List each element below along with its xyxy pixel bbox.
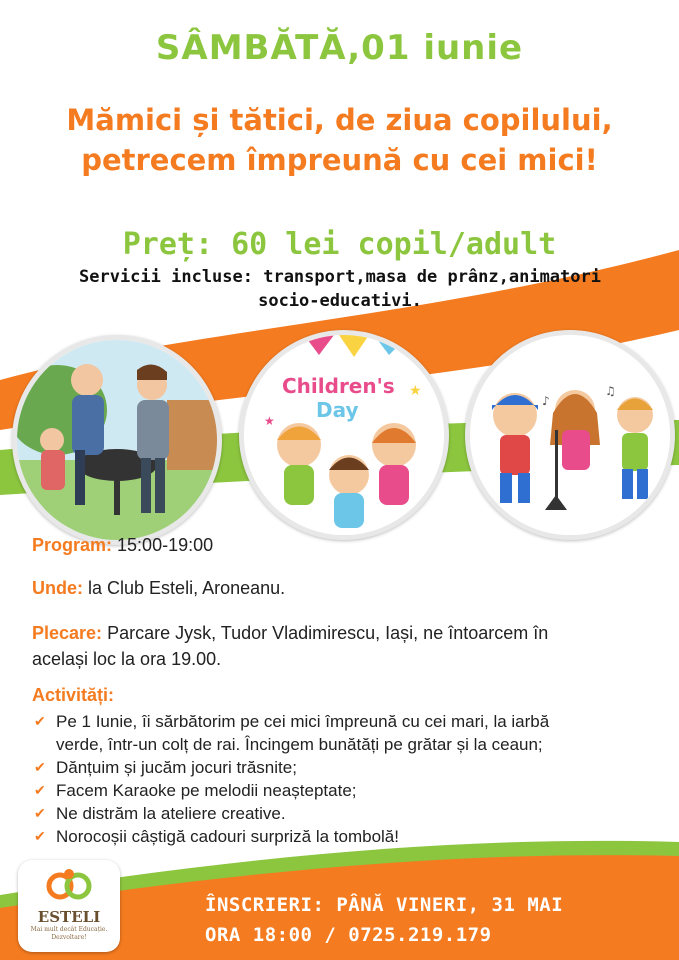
where-row xyxy=(32,578,285,599)
logo-mark-icon xyxy=(18,860,120,910)
headline xyxy=(0,100,679,180)
activities-title: Activități: xyxy=(32,685,115,705)
childrens-text: Children's xyxy=(282,374,395,398)
list-item: ✔ Norocoșii câștigă cadouri surpriză la tombolă! xyxy=(34,827,399,846)
included-services xyxy=(20,265,660,313)
childrens-day-image xyxy=(239,330,449,540)
registration-contact: ORA 18:00 / 0725.219.179 xyxy=(205,924,492,946)
svg-text:★: ★ xyxy=(409,383,422,399)
registration-info xyxy=(205,890,563,950)
bbq-family-image xyxy=(12,335,222,545)
day-text: Day xyxy=(316,398,359,422)
svg-text:★: ★ xyxy=(264,414,275,428)
where-label: Unde: xyxy=(32,578,83,598)
list-item: ✔ Ne distrăm la ateliere creative. xyxy=(34,804,286,823)
departure-label: Plecare: xyxy=(32,623,103,643)
logo-name: ESTELI xyxy=(37,908,101,926)
event-date: SÂMBĂTĂ,01 iunie xyxy=(155,28,524,68)
headline-line-1: Mămici și tătici, de ziua copilului, xyxy=(66,103,613,137)
program-row xyxy=(32,535,213,556)
program-value: 15:00-19:00 xyxy=(117,535,214,555)
karaoke-kids-image xyxy=(465,330,675,540)
checkmark-icon: ✔ xyxy=(34,828,46,844)
checkmark-icon: ✔ xyxy=(34,782,46,798)
checkmark-icon: ✔ xyxy=(34,805,46,821)
headline-line-2: petrecem împreună cu cei mici! xyxy=(81,143,598,177)
departure-line-1: Parcare Jysk, Tudor Vladimirescu, Iași, ne întoarcem în xyxy=(107,623,549,643)
services-line-2: socio-educativi. xyxy=(258,291,422,311)
list-item: ✔ Pe 1 Iunie, îi sărbătorim pe cei mici împreună cu cei mari, la iarbă verde, într-un colț de rai. Încingem bunătăți pe grătar și la ceaun; xyxy=(34,712,550,754)
departure-line-2: același loc la ora 19.00. xyxy=(32,649,222,669)
esteli-logo xyxy=(18,860,120,952)
checkmark-icon: ✔ xyxy=(34,713,46,729)
services-line-1: Servicii incluse: transport,masa de prânz,animatori xyxy=(79,267,601,287)
checkmark-icon: ✔ xyxy=(34,759,46,775)
where-value: la Club Esteli, Aroneanu. xyxy=(88,578,286,598)
program-label: Program: xyxy=(32,535,113,555)
price: Preț: 60 lei copil/adult xyxy=(122,227,557,262)
list-item: ✔ Facem Karaoke pe melodii neașteptate; xyxy=(34,781,357,800)
svg-text:♪: ♪ xyxy=(542,394,550,408)
departure-row xyxy=(32,620,652,672)
logo-tagline: Mai mult decât Educație. Dezvoltare! xyxy=(30,926,108,941)
svg-text:♫: ♫ xyxy=(605,384,616,398)
activities-list xyxy=(34,710,654,848)
list-item: ✔ Dănțuim și jucăm jocuri trăsnite; xyxy=(34,758,297,777)
registration-deadline: ÎNSCRIERI: PÂNĂ VINERI, 31 MAI xyxy=(205,894,564,916)
